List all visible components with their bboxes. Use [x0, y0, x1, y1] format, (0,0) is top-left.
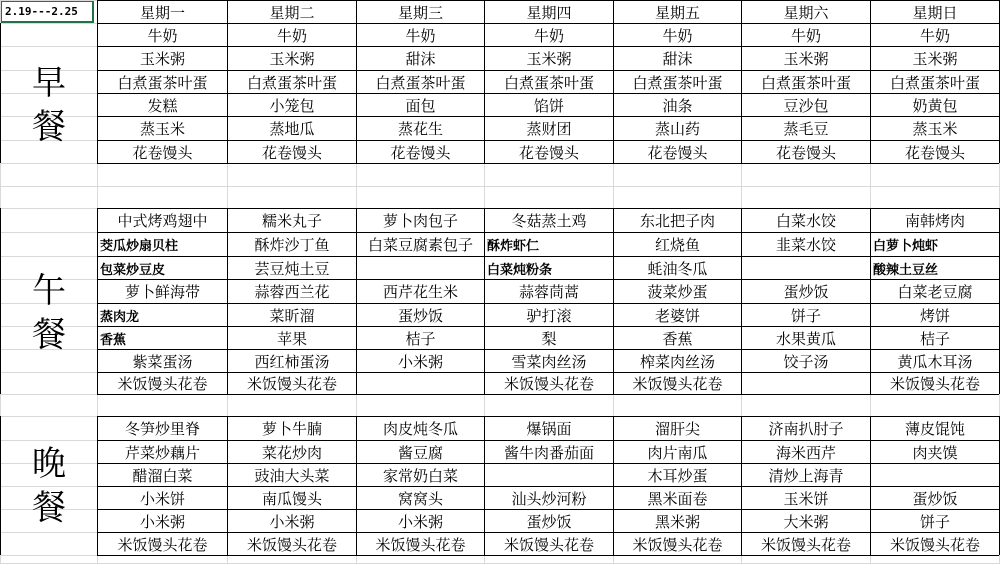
dinner-menu-cell[interactable]: 米饭馒头花卷: [375, 535, 466, 554]
lunch-menu-cell[interactable]: 萝卜肉包子: [382, 212, 458, 230]
breakfast-menu-cell[interactable]: 牛奶: [147, 26, 178, 45]
lunch-menu-cell[interactable]: 烤饼: [919, 306, 950, 325]
day-header[interactable]: 星期一: [139, 3, 185, 22]
dinner-menu-cell[interactable]: [485, 464, 613, 486]
dinner-menu-cell[interactable]: 菜花炒肉: [261, 443, 322, 462]
breakfast-menu-cell[interactable]: 花卷馒头: [261, 143, 322, 162]
dinner-menu-cell[interactable]: 饼子: [919, 512, 950, 531]
dinner-menu-cell[interactable]: 小米饼: [139, 489, 185, 508]
dinner-menu-cell[interactable]: 小米粥: [397, 512, 443, 531]
breakfast-label-char: 餐: [32, 106, 66, 147]
lunch-menu-cell[interactable]: 香蕉: [662, 329, 693, 348]
dinner-menu-cell[interactable]: 米饭馒头花卷: [889, 535, 980, 554]
lunch-menu-cell[interactable]: 蚝油冬瓜: [647, 259, 708, 278]
breakfast-label-char: 早: [32, 62, 66, 103]
dinner-menu-cell[interactable]: 大米粥: [783, 512, 829, 531]
breakfast-menu-cell[interactable]: 蒸山药: [654, 120, 700, 138]
breakfast-menu-cell[interactable]: 白煮蛋茶叶蛋: [246, 73, 337, 92]
lunch-menu-cell[interactable]: [742, 373, 870, 394]
lunch-menu-cell[interactable]: 白萝卜炖虾: [873, 239, 939, 254]
lunch-menu-cell[interactable]: 香蕉: [100, 332, 127, 348]
lunch-menu-cell[interactable]: 红烧鱼: [654, 236, 700, 254]
breakfast-menu-cell[interactable]: 白煮蛋茶叶蛋: [375, 73, 466, 92]
dinner-menu-cell[interactable]: 窝窝头: [397, 489, 443, 508]
breakfast-menu-cell[interactable]: 花卷馒头: [390, 143, 451, 162]
breakfast-menu-cell[interactable]: 白煮蛋茶叶蛋: [117, 73, 208, 92]
breakfast-menu-cell[interactable]: 花卷馒头: [647, 143, 708, 162]
lunch-menu-cell[interactable]: 白菜水饺: [775, 212, 836, 230]
lunch-menu-cell[interactable]: 酥炸虾仁: [487, 239, 540, 254]
dinner-menu-cell[interactable]: [871, 464, 999, 486]
dinner-menu-cell[interactable]: 芹菜炒藕片: [124, 443, 200, 462]
day-header[interactable]: 星期五: [654, 3, 700, 22]
grid-line-horizontal: [0, 186, 1000, 187]
dinner-menu-cell[interactable]: 小米粥: [269, 512, 315, 531]
dinner-menu-cell[interactable]: 米饭馒头花卷: [246, 535, 337, 554]
lunch-menu-cell[interactable]: [357, 257, 484, 279]
lunch-menu-cell[interactable]: 南韩烤肉: [904, 212, 965, 230]
dinner-menu-cell[interactable]: 蛋炒饭: [526, 512, 572, 531]
dinner-menu-cell[interactable]: 汕头炒河粉: [511, 489, 587, 508]
lunch-menu-cell[interactable]: 冬菇蒸土鸡: [511, 212, 587, 230]
breakfast-menu-cell[interactable]: 馅饼: [533, 96, 564, 115]
dinner-menu-cell[interactable]: 黑米粥: [654, 512, 700, 531]
dinner-menu-cell[interactable]: 南瓜馒头: [261, 489, 322, 508]
breakfast-menu-cell[interactable]: 奶黄包: [912, 96, 958, 115]
day-header[interactable]: 星期日: [912, 3, 958, 22]
lunch-menu-cell[interactable]: 雪菜肉丝汤: [511, 352, 587, 371]
lunch-menu-cell[interactable]: 蛋炒饭: [783, 283, 829, 301]
day-header[interactable]: 星期二: [269, 3, 315, 22]
dinner-menu-cell[interactable]: 海米西芹: [775, 443, 836, 462]
lunch-menu-cell[interactable]: 桔子: [405, 329, 436, 348]
breakfast-menu-cell[interactable]: 牛奶: [276, 26, 307, 45]
lunch-label-char: 餐: [32, 315, 66, 355]
breakfast-menu-cell[interactable]: 玉米粥: [269, 50, 315, 68]
border-line: [97, 394, 999, 395]
breakfast-menu-cell[interactable]: 油条: [662, 96, 693, 115]
breakfast-menu-cell[interactable]: 牛奶: [790, 26, 821, 45]
dinner-menu-cell[interactable]: 济南扒肘子: [768, 420, 844, 438]
lunch-menu-cell[interactable]: 小米粥: [397, 352, 443, 371]
lunch-menu-cell[interactable]: 酥炸沙丁鱼: [254, 236, 330, 254]
breakfast-menu-cell[interactable]: 甜沫: [405, 50, 436, 68]
lunch-menu-cell[interactable]: 白菜老豆腐: [897, 283, 973, 301]
lunch-menu-cell[interactable]: 中式烤鸡翅中: [117, 212, 208, 230]
breakfast-menu-cell[interactable]: 牛奶: [405, 26, 436, 45]
lunch-menu-cell[interactable]: 包菜炒豆皮: [100, 262, 166, 278]
breakfast-menu-cell[interactable]: 面包: [405, 96, 436, 115]
lunch-menu-cell[interactable]: 水果黄瓜: [775, 329, 836, 348]
lunch-menu-cell[interactable]: 苹果: [276, 329, 307, 348]
dinner-label-char: 晚: [32, 443, 66, 484]
breakfast-menu-cell[interactable]: 蒸玉米: [912, 120, 958, 138]
breakfast-menu-cell[interactable]: 花卷馒头: [904, 143, 965, 162]
lunch-menu-cell[interactable]: 蒜蓉西兰花: [254, 283, 330, 301]
breakfast-menu-cell[interactable]: 豆沙包: [783, 96, 829, 115]
lunch-menu-cell[interactable]: 饺子汤: [783, 352, 829, 371]
lunch-menu-cell[interactable]: [742, 257, 870, 279]
dinner-menu-cell[interactable]: 黑米面卷: [647, 489, 708, 508]
dinner-menu-cell[interactable]: 米饭馒头花卷: [760, 535, 851, 554]
breakfast-menu-cell[interactable]: 牛奶: [919, 26, 950, 45]
breakfast-label: [1, 46, 97, 163]
dinner-menu-cell[interactable]: 小米粥: [139, 512, 185, 531]
lunch-menu-cell[interactable]: 黄瓜木耳汤: [897, 352, 973, 371]
breakfast-menu-cell[interactable]: 蒸财团: [526, 120, 572, 138]
breakfast-menu-cell[interactable]: 白煮蛋茶叶蛋: [632, 73, 723, 92]
breakfast-menu-cell[interactable]: 发糕: [147, 96, 178, 115]
breakfast-menu-cell[interactable]: 玉米粥: [783, 50, 829, 68]
dinner-menu-cell[interactable]: 肉夹馍: [912, 443, 958, 462]
dinner-menu-cell[interactable]: 酱豆腐: [397, 443, 443, 462]
lunch-menu-cell[interactable]: 米饭馒头花卷: [889, 375, 980, 393]
lunch-menu-cell[interactable]: 蒸肉龙: [100, 309, 140, 325]
lunch-menu-cell[interactable]: [357, 373, 484, 394]
lunch-menu-cell[interactable]: 茭瓜炒扇贝柱: [100, 239, 179, 254]
dinner-menu-cell[interactable]: 肉皮炖冬瓜: [382, 420, 458, 438]
lunch-menu-cell[interactable]: 萝卜鲜海带: [124, 283, 200, 301]
lunch-menu-cell[interactable]: 紫菜蛋汤: [132, 352, 193, 371]
lunch-menu-cell[interactable]: 白菜炖粉条: [487, 262, 553, 278]
dinner-menu-cell[interactable]: 溜肝尖: [654, 420, 700, 438]
breakfast-menu-cell[interactable]: 牛奶: [662, 26, 693, 45]
breakfast-menu-cell[interactable]: 玉米粥: [912, 50, 958, 68]
dinner-label-char: 餐: [32, 487, 66, 528]
day-header[interactable]: 星期四: [526, 3, 572, 22]
lunch-menu-cell[interactable]: 白菜豆腐素包子: [367, 236, 473, 254]
breakfast-menu-cell[interactable]: 蒸玉米: [139, 120, 185, 138]
lunch-menu-cell[interactable]: 饼子: [790, 306, 821, 325]
dinner-menu-cell[interactable]: 萝卜牛腩: [261, 420, 322, 438]
lunch-menu-cell[interactable]: 驴打滚: [526, 306, 572, 325]
dinner-menu-cell[interactable]: 酱牛肉番茄面: [503, 443, 594, 462]
dinner-menu-cell[interactable]: 肉片南瓜: [647, 443, 708, 462]
border-line: [97, 163, 999, 164]
dinner-menu-cell[interactable]: 清炒上海青: [768, 466, 844, 485]
lunch-label: [1, 232, 97, 394]
breakfast-menu-cell[interactable]: 玉米粥: [139, 50, 185, 68]
border-line: [97, 555, 999, 556]
lunch-menu-cell[interactable]: 芸豆炖土豆: [254, 259, 330, 278]
dinner-menu-cell[interactable]: 玉米饼: [783, 489, 829, 508]
lunch-menu-cell[interactable]: 米饭馒头花卷: [246, 375, 337, 393]
breakfast-menu-cell[interactable]: 牛奶: [533, 26, 564, 45]
lunch-menu-cell[interactable]: 蛋炒饭: [397, 306, 443, 325]
date-range-cell[interactable]: 2.19---2.25: [0, 0, 94, 23]
dinner-menu-cell[interactable]: 家常奶白菜: [382, 466, 458, 485]
breakfast-menu-cell[interactable]: 花卷馒头: [775, 143, 836, 162]
dinner-menu-cell[interactable]: 米饭馒头花卷: [503, 535, 594, 554]
dinner-menu-cell[interactable]: 薄皮馄饨: [904, 420, 965, 438]
lunch-menu-cell[interactable]: 米饭馒头花卷: [117, 375, 208, 393]
lunch-menu-cell[interactable]: 西红柿蛋汤: [254, 352, 330, 371]
breakfast-menu-cell[interactable]: 玉米粥: [526, 50, 572, 68]
lunch-menu-cell[interactable]: 酸辣土豆丝: [873, 262, 939, 278]
lunch-menu-cell[interactable]: 米饭馒头花卷: [503, 375, 594, 393]
lunch-menu-cell[interactable]: 桔子: [919, 329, 950, 348]
lunch-menu-cell[interactable]: 蒜蓉茼蒿: [518, 283, 579, 301]
breakfast-menu-cell[interactable]: 蒸地瓜: [269, 120, 315, 138]
dinner-menu-cell[interactable]: 醋溜白菜: [132, 466, 193, 485]
breakfast-menu-cell[interactable]: 蒸花生: [397, 120, 443, 138]
day-header[interactable]: 星期六: [783, 3, 829, 22]
day-header[interactable]: 星期三: [397, 3, 443, 22]
breakfast-menu-cell[interactable]: 花卷馒头: [518, 143, 579, 162]
dinner-menu-cell[interactable]: 爆锅面: [526, 420, 572, 438]
dinner-menu-cell[interactable]: 米饭馒头花卷: [117, 535, 208, 554]
breakfast-menu-cell[interactable]: 花卷馒头: [132, 143, 193, 162]
breakfast-menu-cell[interactable]: 甜沫: [662, 50, 693, 68]
lunch-label-char: 午: [32, 271, 66, 311]
lunch-menu-cell[interactable]: 榨菜肉丝汤: [639, 352, 715, 371]
lunch-menu-cell[interactable]: 米饭馒头花卷: [632, 375, 723, 393]
lunch-menu-cell[interactable]: 糯米丸子: [261, 212, 322, 230]
breakfast-menu-cell[interactable]: 白煮蛋茶叶蛋: [760, 73, 851, 92]
dinner-label: [1, 416, 97, 555]
lunch-menu-cell[interactable]: 东北把子肉: [639, 212, 715, 230]
lunch-menu-cell[interactable]: 梨: [541, 329, 557, 348]
dinner-menu-cell[interactable]: 蛋炒饭: [912, 489, 958, 508]
lunch-menu-cell[interactable]: 老婆饼: [654, 306, 700, 325]
dinner-menu-cell[interactable]: 冬笋炒里脊: [124, 420, 200, 438]
dinner-menu-cell[interactable]: 豉油大头菜: [254, 466, 330, 485]
lunch-menu-cell[interactable]: 菠菜炒蛋: [647, 283, 708, 301]
lunch-menu-cell[interactable]: 西芹花生米: [382, 283, 458, 301]
breakfast-menu-cell[interactable]: 白煮蛋茶叶蛋: [889, 73, 980, 92]
dinner-menu-cell[interactable]: 米饭馒头花卷: [632, 535, 723, 554]
breakfast-menu-cell[interactable]: 小笼包: [269, 96, 315, 115]
breakfast-menu-cell[interactable]: 蒸毛豆: [783, 120, 829, 138]
lunch-menu-cell[interactable]: 韭菜水饺: [775, 236, 836, 254]
breakfast-menu-cell[interactable]: 白煮蛋茶叶蛋: [503, 73, 594, 92]
lunch-menu-cell[interactable]: 菜盺溜: [269, 306, 315, 325]
dinner-menu-cell[interactable]: 木耳炒蛋: [647, 466, 708, 485]
